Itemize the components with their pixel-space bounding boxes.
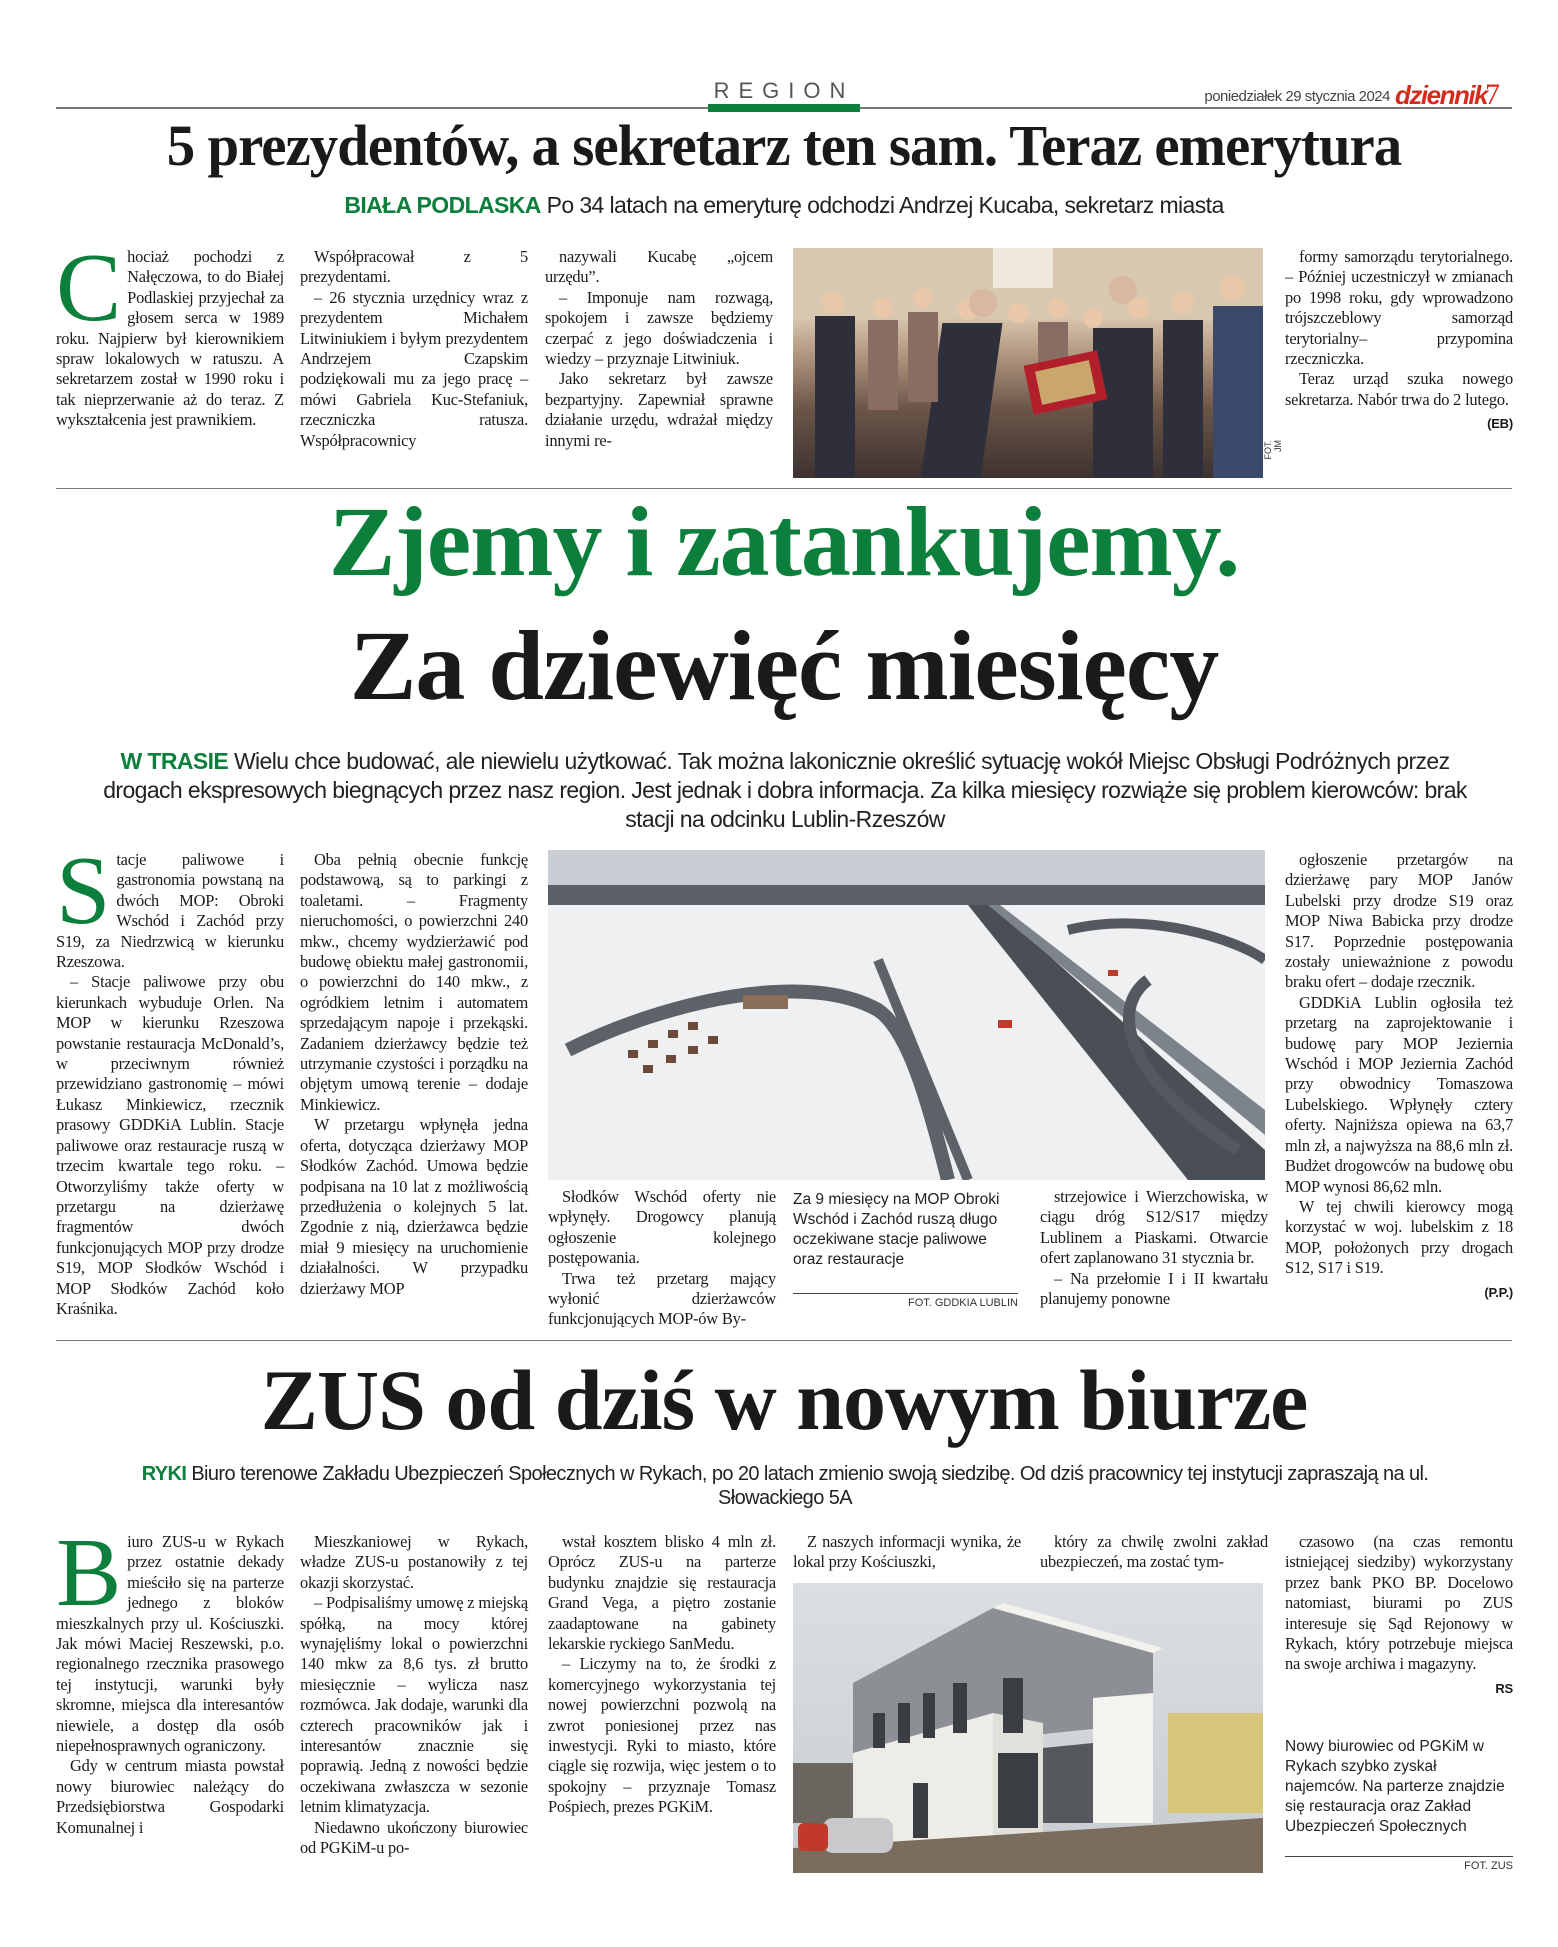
paragraph: W przetargu wpłynęła jedna oferta, dotycząca dzierżawy MOP Słodków Zachód. Umowa będzie podpisana na 10 lat z możliwością przedłużenia o kolejnych 5 lat. Zgodnie z nią, dzierżawca będzie miał 9 miesięcy na uruchomienie działalności. W przypadku dzierżawy MOP: [300, 1115, 528, 1298]
article2-signature: (P.P.): [1484, 1284, 1513, 1300]
article3-column-2: [300, 1532, 528, 1859]
article3-signature: RS: [1495, 1680, 1513, 1696]
article3-kicker: RYKI: [141, 1463, 187, 1485]
ceremony-photo-illustration: [793, 248, 1263, 478]
drop-cap: C: [56, 234, 122, 342]
paragraph: formy samorządu terytorialnego. – Później uczestniczył w zmianach po 1998 roku, gdy wprowadzono trójszczeblowy samorząd terytorialny– przypomina rzeczniczka.: [1285, 247, 1513, 369]
paragraph: czasowo (na czas remontu istniejącej siedziby) wykorzystany przez bank PKO BP. Docelowo natomiast, biurami po ZUS interesuje się Sąd Rejonowy w Rykach, który potrzebuje miejsca na swoje archiwa i magazyny.: [1285, 1532, 1513, 1674]
paragraph: wstał kosztem blisko 4 mln zł. Oprócz ZUS-u na parterze budynku znajdzie się restauracja Grand Vega, a piętro zostanie zaadaptowane na gabinety lekarskie ryckiego SanMedu.: [548, 1532, 776, 1654]
office-building-illustration: [793, 1583, 1263, 1873]
article2-headline-green: Zjemy i zatankujemy.: [328, 486, 1240, 597]
article3-headline: ZUS od dziś w nowym biurze: [260, 1352, 1308, 1448]
paragraph: strzejowice i Wierzchowiska, w ciągu dróg S12/S17 między Lublinem a Piaskami. Otwarcie ofert zaplanowano 31 stycznia br.: [1040, 1187, 1268, 1268]
article3-column-6: [1285, 1532, 1513, 1699]
caption-rule: [793, 1293, 1018, 1294]
article2-photo-caption: Za 9 miesięcy na MOP Obroki Wschód i Zachód ruszą długo oczekiwane stacje paliwowe oraz restauracje: [793, 1191, 1000, 1268]
article2-photo: [548, 850, 1265, 1180]
paragraph: Jako sekretarz był zawsze bezpartyjny. Zapewniał sprawne działanie urzędu, wdrażał między innymi re-: [545, 369, 773, 450]
paragraph: Teraz urząd szuka nowego sekretarza. Nabór trwa do 2 lutego.: [1285, 369, 1513, 409]
page-number: 7: [1485, 78, 1500, 111]
paragraph: nazywali Kucabę „ojcem urzędu”.: [545, 247, 773, 287]
article1-signature: (EB): [1487, 416, 1513, 432]
paragraph: Oba pełnią obecnie funkcję podstawową, są to parkingi z toaletami. – Fragmenty nieruchomości, o powierzchni 240 mkw., chcemy wydzierżawić pod budowę obiektu małej gastronomii, o powierzchni do 140 mkw., z ogródkiem letnim i automatem sprzedającym napoje i przekąski. Zadaniem dzierżawcy będzie też utrzymanie czystości i porządku na objętym umową terenie – dodaje Minkiewicz.: [300, 850, 528, 1114]
article1-column-3: [545, 247, 773, 451]
divider: [56, 1340, 1512, 1341]
paragraph: iuro ZUS-u w Rykach przez ostatnie dekady mieściło się na parterze jednego z bloków mieszkalnych przy ul. Kościuszki. Jak mówi Maciej Reszewski, p.o. regionalnego rzecznika prasowego tej instytucji, warunki były skromne, miejsca dla interesantów niewiele, a dostęp dla osób niepełnosprawnych ograniczony.: [56, 1532, 284, 1756]
article1-column-1: [56, 234, 284, 431]
article2-column-2: [300, 850, 528, 1299]
newspaper-logo: dziennik: [1395, 80, 1488, 110]
paragraph: W tej chwili kierowcy mogą korzystać w woj. lubelskim z 18 MOP, położonych przy drogach S12, S17 i S19.: [1285, 1196, 1513, 1278]
highway-aerial-illustration: [548, 850, 1265, 1180]
paragraph: – Imponuje nam rozwagą, spokojem i zawsze będziemy czerpać z jego doświadczenia i wiedzy – przyznaje Litwiniuk.: [545, 287, 773, 369]
paragraph: tacje paliwowe i gastronomia powstaną na dwóch MOP: Obroki Wschód i Zachód przy S19, za Niedrzwicą w kierunku Rzeszowa.: [56, 850, 284, 972]
article2-column-3: [548, 1187, 776, 1330]
article1-headline: 5 prezydentów, a sekretarz ten sam. Teraz emerytura: [166, 113, 1402, 178]
paragraph: Współpracował z 5 prezydentami.: [300, 247, 528, 287]
article3-photo: [793, 1583, 1263, 1873]
paragraph: Z naszych informacji wynika, że lokal przy Kościuszki,: [793, 1532, 1021, 1572]
paragraph: – Na przełomie I i II kwartału planujemy ponowne: [1040, 1268, 1268, 1309]
article1-deck: [56, 192, 1512, 219]
drop-cap: S: [56, 837, 111, 945]
article2-column-4: [1040, 1187, 1268, 1309]
issue-date: poniedziałek 29 stycznia 2024: [1204, 88, 1390, 105]
article3-column-1: [56, 1519, 284, 1838]
paragraph: – 26 stycznia urzędnicy wraz z prezydentem Michałem Litwiniukiem i byłym prezydentem Andrzejem Czapskim podziękowali mu za jego pracę – mówi Gabriela Kuc-Stefaniuk, rzeczniczka ratusza. Współpracownicy: [300, 287, 528, 450]
paragraph: hociaż pochodzi z Nałęczowa, to do Białej Podlaskiej przyjechał za głosem serca w 1989 roku. Najpierw był kierownikiem spraw lokalowych w ratuszu. A sekretarzem został w 1990 roku i tak nieprzerwanie aż do teraz. Z wykształcenia jest prawnikiem.: [56, 247, 284, 430]
article1-kicker: BIAŁA PODLASKA: [344, 192, 541, 218]
paragraph: ogłoszenie przetargów na dzierżawę pary MOP Janów Lubelski przy drodze S19 oraz MOP Niwa Babicka przy drodze S17. Poprzednie postępowania zostały unieważnione z powodu braku ofert – dodaje rzecznik.: [1285, 850, 1513, 992]
article2-deck: [90, 747, 1480, 834]
paragraph: Niedawno ukończony biurowiec od PGKiM-u po-: [300, 1817, 528, 1858]
paragraph: Słodków Wschód oferty nie wpłynęły. Drogowcy planują ogłoszenie kolejnego postępowania.: [548, 1187, 776, 1268]
paragraph: Mieszkaniowej w Rykach, władze ZUS-u postanowiły z tej okazji skorzystać.: [300, 1532, 528, 1592]
article1-column-4: [1285, 247, 1513, 435]
section-bar: [708, 104, 860, 112]
article2-kicker: W TRASIE: [120, 748, 229, 774]
paragraph: – Stacje paliwowe przy obu kierunkach wybuduje Orlen. Na MOP w kierunku Rzeszowa powstanie restauracja McDonald’s, w przeciwnym również przewidziano gastronomię – mówi Łukasz Minkiewicz, rzecznik prasowy GDDKiA Lublin. Stacje paliwowe oraz restauracje ruszą w trzecim kwartale tego roku. – Otworzyliśmy także oferty w przetargu na dzierżawę fragmentów dwóch funkcjonujących MOP przy drodze S19, MOP Słodków Wschód i MOP Słodków Zachód koło Kraśnika.: [56, 972, 284, 1318]
paragraph: – Podpisaliśmy umowę z miejską spółką, na mocy której wynajęliśmy lokal o powierzchni 140 mkw za 8,6 tys. zł brutto miesięcznie – wylicza nasz rozmówca. Jak dodaje, warunki dla czterech pracowników jak i interesantów znacznie się poprawią. Jedną z nowości będzie oczekiwana zwłaszcza w sezonie letnim klimatyzacja.: [300, 1593, 528, 1817]
article3-photo-credit: FOT. ZUS: [1464, 1860, 1513, 1872]
article1-column-2: [300, 247, 528, 451]
article1-photo: [793, 248, 1263, 478]
article2-photo-credit: FOT. GDDKIA LUBLIN: [907, 1297, 1018, 1309]
paragraph: który za chwilę zwolni zakład ubezpieczeń, ma zostać tym-: [1040, 1532, 1268, 1572]
article1-photo-credit: FOT. JM: [1263, 440, 1283, 460]
article1-deck-text: Po 34 latach na emeryturę odchodzi Andrzej Kucaba, sekretarz miasta: [546, 192, 1224, 218]
article3-deck: [100, 1462, 1470, 1510]
paragraph: Trwa też przetarg mający wyłonić dzierżawców funkcjonujących MOP-ów By-: [548, 1268, 776, 1329]
article2-headline-black: Za dziewięć miesięcy: [349, 610, 1219, 721]
paragraph: – Liczymy na to, że środki z komercyjnego wykorzystania tej nowej powierzchni pozwolą na zwrot poniesionej przez nas inwestycji. Ryki to miasto, które ciągle się rozwija, więc jestem o to spokojny – przyznaje Tomasz Pośpiech, prezes PGKiM.: [548, 1654, 776, 1817]
article2-deck-text: Wielu chce budować, ale niewielu użytkować. Tak można lakonicznie określić sytuację wokół Miejsc Obsługi Podróżnych przez drogach ekspresowych biegnących przez nasz region. Jest jednak i dobra informacja. Za kilka miesięcy rozwiąże się problem kierowców: brak stacji na odcinku Lublin-Rzeszów: [103, 748, 1467, 832]
article3-column-4: [793, 1532, 1021, 1573]
article2-column-5: [1285, 850, 1513, 1303]
article3-photo-caption: Nowy biurowiec od PGKiM w Rykach szybko zyskał najemców. Na parterze znajdzie się restauracja oraz Zakład Ubezpieczeń Społecznych: [1285, 1738, 1505, 1835]
caption-rule: [1285, 1856, 1513, 1857]
drop-cap: B: [56, 1519, 122, 1627]
article3-deck-text: Biuro terenowe Zakładu Ubezpieczeń Społecznych w Rykach, po 20 latach zmienio swoją siedzibę. Od dziś pracownicy tej instytucji zapraszają na ul. Słowackiego 5A: [191, 1463, 1429, 1509]
section-label: REGION: [713, 78, 855, 103]
paragraph: Gdy w centrum miasta powstał nowy biurowiec należący do Przedsiębiorstwa Gospodarki Komunalnej i: [56, 1756, 284, 1837]
article3-column-3: [548, 1532, 776, 1818]
paragraph: GDDKiA Lublin ogłosiła też przetarg na zaprojektowanie i budowę pary MOP Jeziernia Wschód i MOP Jeziernia Zachód przy obwodnicy Tomaszowa Lubelskiego. Wpłynęły cztery oferty. Najniższa opiewa na 63,7 mln zł, a najwyższa na 88,6 mln zł. Budżet drogowców na budowę obu MOP wynosi 86,62 mln.: [1285, 992, 1513, 1196]
article3-column-5: [1040, 1532, 1268, 1573]
article2-column-1: [56, 837, 284, 1319]
